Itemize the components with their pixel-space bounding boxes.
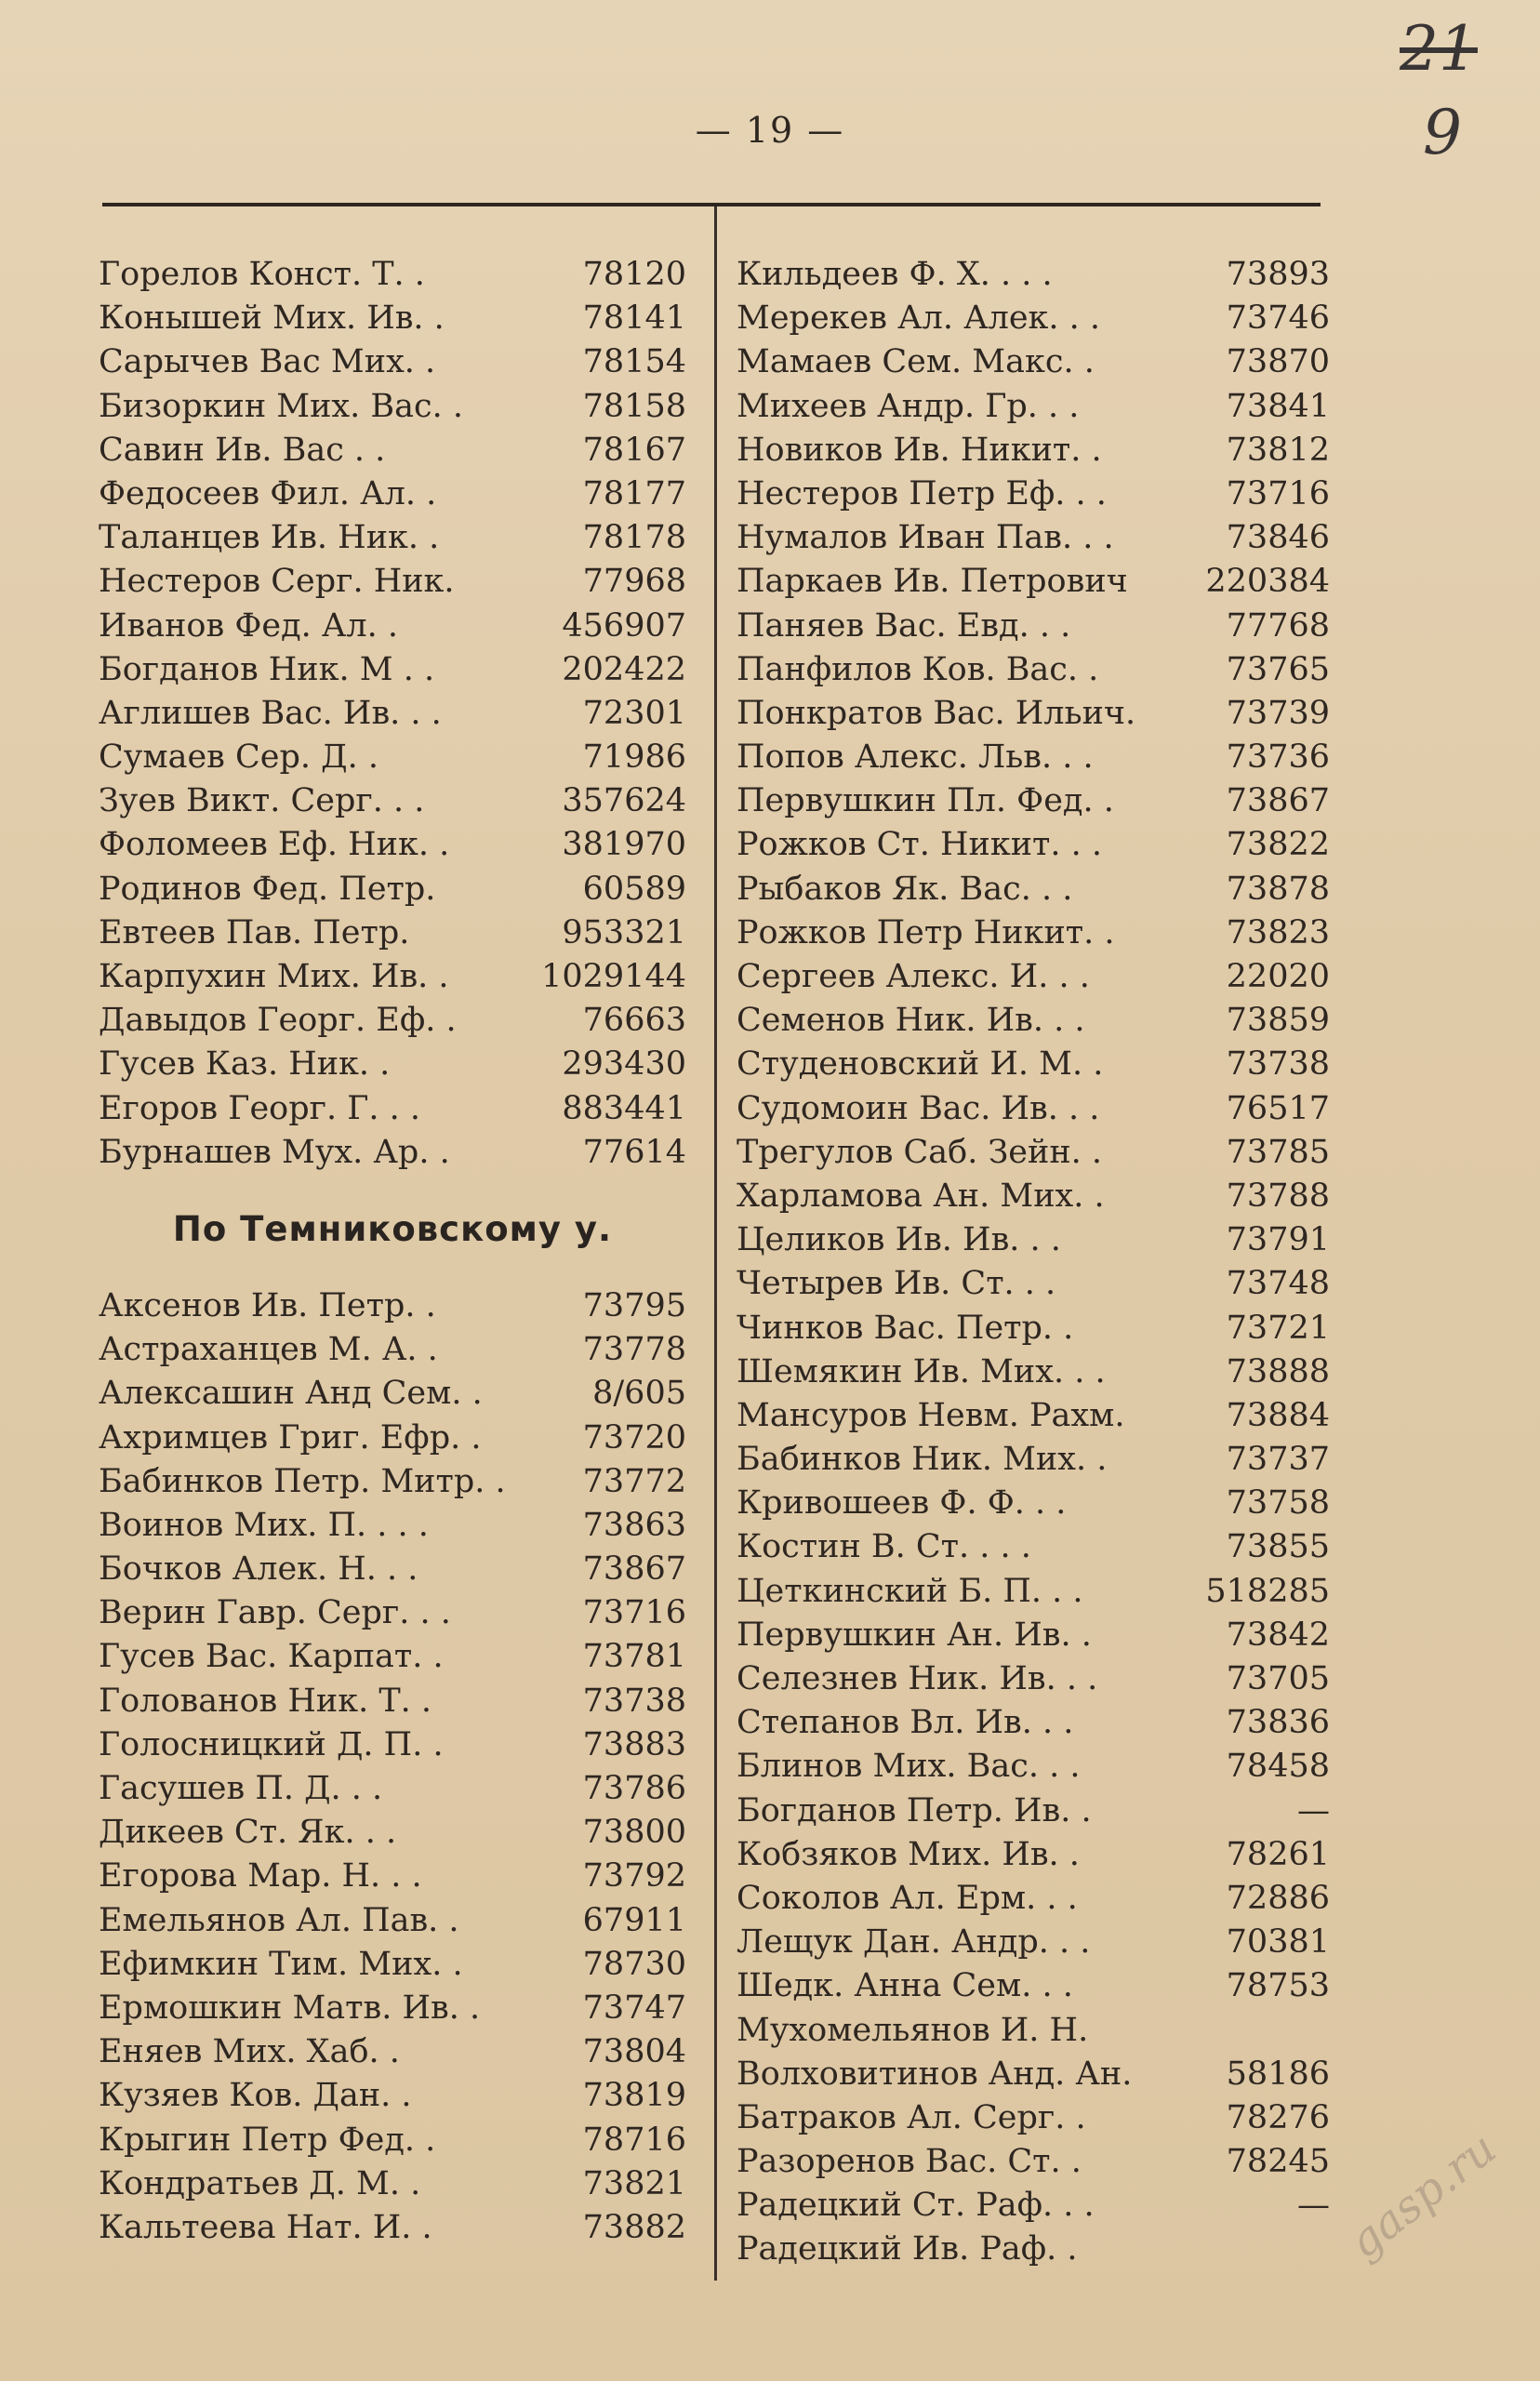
entry-name: Таланцев Ив. Ник. . <box>99 519 440 557</box>
entry-name: Голованов Ник. Т. . <box>99 1682 432 1720</box>
list-item <box>737 648 1330 692</box>
entry-name: Крыгин Петр Фед. . <box>99 2121 436 2159</box>
entry-number: 73878 <box>1226 870 1330 908</box>
entry-number: 73842 <box>1226 1616 1330 1654</box>
entry-number: 77768 <box>1226 606 1330 645</box>
entry-number: 73786 <box>582 1770 686 1807</box>
list-item <box>737 1175 1330 1218</box>
list-item <box>99 1548 686 1591</box>
entry-name: Евтеев Пав. Петр. <box>99 913 410 951</box>
entry-number: 73737 <box>1226 1441 1330 1479</box>
list-item <box>99 2119 686 2162</box>
entry-number: 73800 <box>582 1814 686 1852</box>
entry-name: Верин Гавр. Серг. . . <box>99 1594 451 1632</box>
entry-name: Родинов Фед. Петр. <box>99 870 436 908</box>
list-item <box>737 560 1330 604</box>
left-section-list <box>99 1284 686 2250</box>
list-item <box>737 340 1330 384</box>
handwritten-number: 9 <box>1423 97 1462 168</box>
list-item <box>99 823 686 867</box>
entry-number: 73791 <box>1226 1221 1330 1259</box>
entry-name: Гусев Каз. Ник. . <box>99 1045 391 1084</box>
entry-number: 73721 <box>1226 1309 1330 1347</box>
list-item <box>99 692 686 736</box>
entry-number: 73788 <box>1226 1177 1330 1215</box>
entry-number: 78458 <box>1226 1748 1330 1786</box>
list-item <box>737 1789 1330 1833</box>
entry-number: 73778 <box>582 1331 686 1369</box>
list-item <box>737 1701 1330 1745</box>
list-item <box>737 297 1330 340</box>
entry-number: 73804 <box>582 2033 686 2071</box>
entry-name: Блинов Мих. Вас. . . <box>737 1748 1081 1786</box>
entry-name: Разоренов Вас. Ст. . <box>737 2143 1082 2181</box>
entry-name: Бизоркин Мих. Вас. . <box>99 387 463 425</box>
entry-name: Рожков Ст. Никит. . . <box>737 826 1103 864</box>
entry-number: 73883 <box>582 1725 686 1763</box>
list-item <box>737 1307 1330 1350</box>
entry-number: 73738 <box>582 1682 686 1720</box>
entry-number: 76663 <box>582 1002 686 1040</box>
section-title: По Темниковскому у. <box>172 1208 613 1249</box>
entry-number: 73746 <box>1226 299 1330 338</box>
entry-name: Четырев Ив. Ст. . . <box>737 1265 1056 1303</box>
list-item <box>99 429 686 472</box>
entry-name: Сарычев Вас Мих. . <box>99 343 436 381</box>
entry-name: Бабинков Петр. Митр. . <box>99 1462 506 1500</box>
list-item <box>737 692 1330 736</box>
entry-name: Рожков Петр Никит. . <box>737 913 1115 951</box>
entry-number: 456907 <box>562 606 686 645</box>
list-item <box>99 1504 686 1548</box>
entry-number: 73781 <box>582 1638 686 1676</box>
list-item <box>737 999 1330 1043</box>
list-item <box>99 1680 686 1723</box>
entry-name: Кондратьев Д. М. . <box>99 2164 421 2202</box>
list-item <box>99 253 686 297</box>
list-item <box>737 1921 1330 1964</box>
entry-number: 73846 <box>1226 519 1330 557</box>
entry-number: 357624 <box>562 782 686 820</box>
entry-name: Паркаев Ив. Петрович <box>737 563 1128 601</box>
entry-name: Селезнев Ник. Ив. . . <box>737 1660 1098 1697</box>
entry-number: 78141 <box>582 299 686 338</box>
entry-number: 73822 <box>1226 826 1330 864</box>
entry-name: Первушкин Ан. Ив. . <box>737 1616 1092 1654</box>
list-item <box>99 648 686 692</box>
watermark: gasp.ru <box>1339 2122 1507 2269</box>
entry-number: 8/605 <box>592 1375 686 1413</box>
entry-name: Харламова Ан. Мих. . <box>737 1177 1105 1215</box>
entry-number: 73884 <box>1226 1396 1330 1434</box>
list-item <box>737 779 1330 823</box>
page-number: — 19 — <box>695 110 845 151</box>
entry-number: 73765 <box>1226 650 1330 688</box>
entry-name: Целиков Ив. Ив. . . <box>737 1221 1061 1259</box>
entry-name: Трегулов Саб. Зейн. . <box>737 1133 1103 1171</box>
entry-name: Савин Ив. Вас . . <box>99 431 386 469</box>
entry-name: Зуев Викт. Серг. . . <box>99 782 425 820</box>
list-item <box>737 2096 1330 2140</box>
list-item <box>99 1943 686 1987</box>
entry-name: Нестеров Петр Еф. . . <box>737 474 1107 512</box>
entry-number: 381970 <box>562 826 686 864</box>
entry-name: Соколов Ал. Ерм. . . <box>737 1879 1078 1917</box>
entry-number: 73841 <box>1226 387 1330 425</box>
entry-number: 73870 <box>1226 343 1330 381</box>
entry-name: Цеткинский Б. П. . . <box>737 1572 1083 1610</box>
list-item <box>737 1657 1330 1701</box>
entry-name: Семенов Ник. Ив. . . <box>737 1002 1085 1040</box>
entry-number: 58186 <box>1226 2055 1330 2093</box>
entry-number: 77968 <box>582 563 686 601</box>
list-item <box>99 736 686 779</box>
entry-name: Мерекев Ал. Алек. . . <box>737 299 1101 338</box>
list-item <box>737 1964 1330 2008</box>
entry-name: Дикеев Ст. Як. . . <box>99 1814 397 1852</box>
list-item <box>99 297 686 340</box>
entry-name: Кобзяков Мих. Ив. . <box>737 1835 1080 1873</box>
handwritten-number-crossed: 21 <box>1400 13 1478 85</box>
list-item <box>737 1350 1330 1394</box>
list-item <box>737 2228 1330 2271</box>
entry-number: 73705 <box>1226 1660 1330 1697</box>
entry-number: 73812 <box>1226 431 1330 469</box>
entry-number: 78158 <box>582 387 686 425</box>
entry-number: — <box>1297 1791 1330 1829</box>
entry-name: Аглишев Вас. Ив. . . <box>99 694 442 732</box>
entry-name: Михеев Андр. Гр. . . <box>737 387 1080 425</box>
list-item <box>99 1417 686 1460</box>
list-item <box>737 385 1330 429</box>
entry-name: Нестеров Серг. Ник. <box>99 563 455 601</box>
header-rule <box>102 203 1321 206</box>
entry-name: Мамаев Сем. Макс. . <box>737 343 1095 381</box>
list-item <box>99 472 686 516</box>
entry-number: 73867 <box>582 1550 686 1589</box>
entry-name: Федосеев Фил. Ал. . <box>99 474 437 512</box>
list-item <box>99 2162 686 2206</box>
list-item <box>99 779 686 823</box>
entry-number: 71986 <box>582 738 686 777</box>
entry-name: Студеновский И. М. . <box>737 1045 1104 1084</box>
list-item <box>737 429 1330 472</box>
list-item <box>737 1570 1330 1614</box>
entry-name: Емельянов Ал. Пав. . <box>99 1901 459 1939</box>
list-item <box>99 340 686 384</box>
list-item <box>99 1899 686 1943</box>
entry-number: 78178 <box>582 519 686 557</box>
entry-number: 73859 <box>1226 1002 1330 1040</box>
entry-number: 73748 <box>1226 1265 1330 1303</box>
entry-name: Бурнашев Мух. Ар. . <box>99 1133 450 1171</box>
list-item <box>737 516 1330 560</box>
list-item <box>99 1328 686 1372</box>
entry-name: Радецкий Ив. Раф. . <box>737 2230 1078 2268</box>
entry-name: Алексашин Анд Сем. . <box>99 1375 483 1413</box>
entry-name: Попов Алекс. Льв. . . <box>737 738 1094 777</box>
entry-name: Иванов Фед. Ал. . <box>99 606 399 645</box>
list-item <box>99 1131 686 1175</box>
entry-name: Астраханцев М. А. . <box>99 1331 438 1369</box>
entry-name: Мансуров Невм. Рахм. <box>737 1396 1125 1434</box>
entry-number: 73819 <box>582 2077 686 2115</box>
entry-number: 953321 <box>562 913 686 951</box>
list-item <box>99 1043 686 1086</box>
entry-number: 67911 <box>582 1901 686 1939</box>
list-item <box>737 2053 1330 2096</box>
entry-name: Паняев Вас. Евд. . . <box>737 606 1071 645</box>
entry-name: Степанов Вл. Ив. . . <box>737 1704 1074 1742</box>
entry-number: 73738 <box>1226 1045 1330 1084</box>
entry-name: Батраков Ал. Серг. . <box>737 2098 1086 2136</box>
entry-number: 73882 <box>582 2208 686 2246</box>
entry-name: Радецкий Ст. Раф. . . <box>737 2187 1095 2225</box>
list-item <box>737 1833 1330 1877</box>
entry-name: Ефимкин Тим. Мих. . <box>99 1945 463 1983</box>
list-item <box>99 1284 686 1328</box>
entry-name: Кальтеева Нат. И. . <box>99 2208 432 2246</box>
list-item <box>99 1591 686 1635</box>
entry-number: 73888 <box>1226 1352 1330 1390</box>
entry-number: 78753 <box>1226 1967 1330 2005</box>
entry-number: 22020 <box>1226 958 1330 995</box>
entry-number: 73893 <box>1226 256 1330 293</box>
entry-number: 202422 <box>562 650 686 688</box>
entry-number: 78167 <box>582 431 686 469</box>
column-divider <box>714 206 717 2281</box>
list-item <box>99 1767 686 1811</box>
list-item <box>99 1635 686 1679</box>
list-item <box>737 736 1330 779</box>
entry-number: 78730 <box>582 1945 686 1983</box>
entry-number: 72886 <box>1226 1879 1330 1917</box>
list-item <box>737 1087 1330 1131</box>
list-item <box>99 605 686 648</box>
list-item <box>99 2030 686 2074</box>
entry-name: Воинов Мих. П. . . . <box>99 1506 429 1544</box>
list-item <box>99 999 686 1043</box>
entry-name: Давыдов Георг. Еф. . <box>99 1002 457 1040</box>
entry-name: Бабинков Ник. Мих. . <box>737 1441 1108 1479</box>
list-item <box>737 1482 1330 1525</box>
entry-number: 73792 <box>582 1857 686 1895</box>
entry-name: Богданов Петр. Ив. . <box>737 1791 1092 1829</box>
handwritten-page-marks <box>1400 13 1478 168</box>
list-item <box>737 605 1330 648</box>
entry-name: Волховитинов Анд. Ан. <box>737 2055 1133 2093</box>
list-item <box>99 1811 686 1855</box>
entry-name: Сумаев Сер. Д. . <box>99 738 378 777</box>
entry-name: Карпухин Мих. Ив. . <box>99 958 449 995</box>
entry-number: 78177 <box>582 474 686 512</box>
list-item <box>737 253 1330 297</box>
entry-number: 73716 <box>582 1594 686 1632</box>
list-item <box>99 1987 686 2030</box>
list-item <box>99 385 686 429</box>
entry-name: Мухомельянов И. Н. <box>737 2011 1089 2049</box>
entry-name: Ермошкин Матв. Ив. . <box>99 1989 481 2027</box>
entry-name: Кузяев Ков. Дан. . <box>99 2077 412 2115</box>
list-item <box>99 1087 686 1131</box>
entry-name: Бочков Алек. Н. . . <box>99 1550 418 1589</box>
entry-number: 73867 <box>1226 782 1330 820</box>
entry-number: 518285 <box>1205 1572 1330 1610</box>
entry-name: Горелов Конст. Т. . <box>99 256 425 293</box>
entry-name: Кильдеев Ф. Х. . . . <box>737 256 1053 293</box>
entry-name: Еняев Мих. Хаб. . <box>99 2033 400 2071</box>
list-item <box>737 1877 1330 1921</box>
entry-number: 70381 <box>1226 1923 1330 1962</box>
entry-number: 73758 <box>1226 1484 1330 1523</box>
list-item <box>737 1614 1330 1657</box>
entry-name: Лещук Дан. Андр. . . <box>737 1923 1091 1962</box>
list-item <box>737 823 1330 867</box>
entry-number: 78245 <box>1226 2143 1330 2181</box>
entry-name: Шедк. Анна Сем. . . <box>737 1967 1073 2005</box>
list-item <box>99 911 686 955</box>
entry-number: 78261 <box>1226 1835 1330 1873</box>
entry-number: 73863 <box>582 1506 686 1544</box>
list-item <box>99 2206 686 2250</box>
list-item <box>737 1745 1330 1789</box>
list-item <box>737 1218 1330 1262</box>
left-column <box>99 253 686 2250</box>
entry-number: 73836 <box>1226 1704 1330 1742</box>
entry-number: 73785 <box>1226 1133 1330 1171</box>
entry-name: Фоломеев Еф. Ник. . <box>99 826 450 864</box>
entry-name: Богданов Ник. М . . <box>99 650 435 688</box>
list-item <box>737 868 1330 911</box>
entry-name: Гасушев П. Д. . . <box>99 1770 383 1807</box>
entry-name: Понкратов Вас. Ильич. <box>737 694 1136 732</box>
list-item <box>99 2074 686 2118</box>
list-item <box>99 1372 686 1416</box>
entry-name: Нумалов Иван Пав. . . <box>737 519 1114 557</box>
list-item <box>737 1131 1330 1175</box>
entry-number: 73716 <box>1226 474 1330 512</box>
list-item <box>737 2184 1330 2228</box>
list-item <box>737 1438 1330 1482</box>
entry-name: Панфилов Ков. Вас. . <box>737 650 1099 688</box>
entry-number: 76517 <box>1226 1089 1330 1127</box>
list-item <box>737 2140 1330 2184</box>
entry-number: 1029144 <box>541 958 686 995</box>
entry-name: Судомоин Вас. Ив. . . <box>737 1089 1100 1127</box>
entry-number: 73720 <box>582 1418 686 1457</box>
right-column <box>737 253 1330 2272</box>
list-item <box>99 868 686 911</box>
list-item <box>737 2009 1330 2053</box>
entry-number: 73747 <box>582 1989 686 2027</box>
entry-number: 73855 <box>1226 1528 1330 1566</box>
entry-number: 78120 <box>582 256 686 293</box>
entry-name: Конышей Мих. Ив. . <box>99 299 445 338</box>
entry-number: 73795 <box>582 1286 686 1324</box>
list-item <box>99 1855 686 1898</box>
list-item <box>99 955 686 999</box>
entry-name: Гусев Вас. Карпат. . <box>99 1638 444 1676</box>
entry-number: 73739 <box>1226 694 1330 732</box>
entry-name: Ахримцев Григ. Ефр. . <box>99 1418 482 1457</box>
entry-number: 293430 <box>562 1045 686 1084</box>
entry-name: Егоров Георг. Г. . . <box>99 1089 421 1127</box>
list-item <box>99 1723 686 1767</box>
list-item <box>99 1460 686 1504</box>
entry-name: Кривошеев Ф. Ф. . . <box>737 1484 1067 1523</box>
list-item <box>737 1525 1330 1569</box>
entry-name: Егорова Мар. Н. . . <box>99 1857 422 1895</box>
list-item <box>737 1262 1330 1306</box>
entry-name: Костин В. Ст. . . . <box>737 1528 1031 1566</box>
list-item <box>737 1043 1330 1086</box>
entry-number: 78154 <box>582 343 686 381</box>
list-item <box>737 472 1330 516</box>
entry-number: 883441 <box>562 1089 686 1127</box>
entry-number: 60589 <box>582 870 686 908</box>
entry-number: 78716 <box>582 2121 686 2159</box>
entry-number: 73772 <box>582 1462 686 1500</box>
entry-name: Чинков Вас. Петр. . <box>737 1309 1074 1347</box>
entry-number: 72301 <box>582 694 686 732</box>
list-item <box>737 955 1330 999</box>
entry-name: Рыбаков Як. Вас. . . <box>737 870 1073 908</box>
entry-name: Голосницкий Д. П. . <box>99 1725 444 1763</box>
entry-number: — <box>1297 2187 1330 2225</box>
entry-number: 73823 <box>1226 913 1330 951</box>
entry-number: 73821 <box>582 2164 686 2202</box>
entry-name: Новиков Ив. Никит. . <box>737 431 1102 469</box>
list-item <box>99 560 686 604</box>
list-item <box>737 911 1330 955</box>
left-top-list <box>99 253 686 1175</box>
entry-name: Шемякин Ив. Мих. . . <box>737 1352 1106 1390</box>
entry-name: Аксенов Ив. Петр. . <box>99 1286 436 1324</box>
entry-number: 77614 <box>582 1133 686 1171</box>
entry-number: 73736 <box>1226 738 1330 777</box>
entry-number: 220384 <box>1205 563 1330 601</box>
list-item <box>99 516 686 560</box>
entry-number: 78276 <box>1226 2098 1330 2136</box>
entry-name: Первушкин Пл. Фед. . <box>737 782 1114 820</box>
list-item <box>737 1394 1330 1438</box>
entry-name: Сергеев Алекс. И. . . <box>737 958 1090 995</box>
